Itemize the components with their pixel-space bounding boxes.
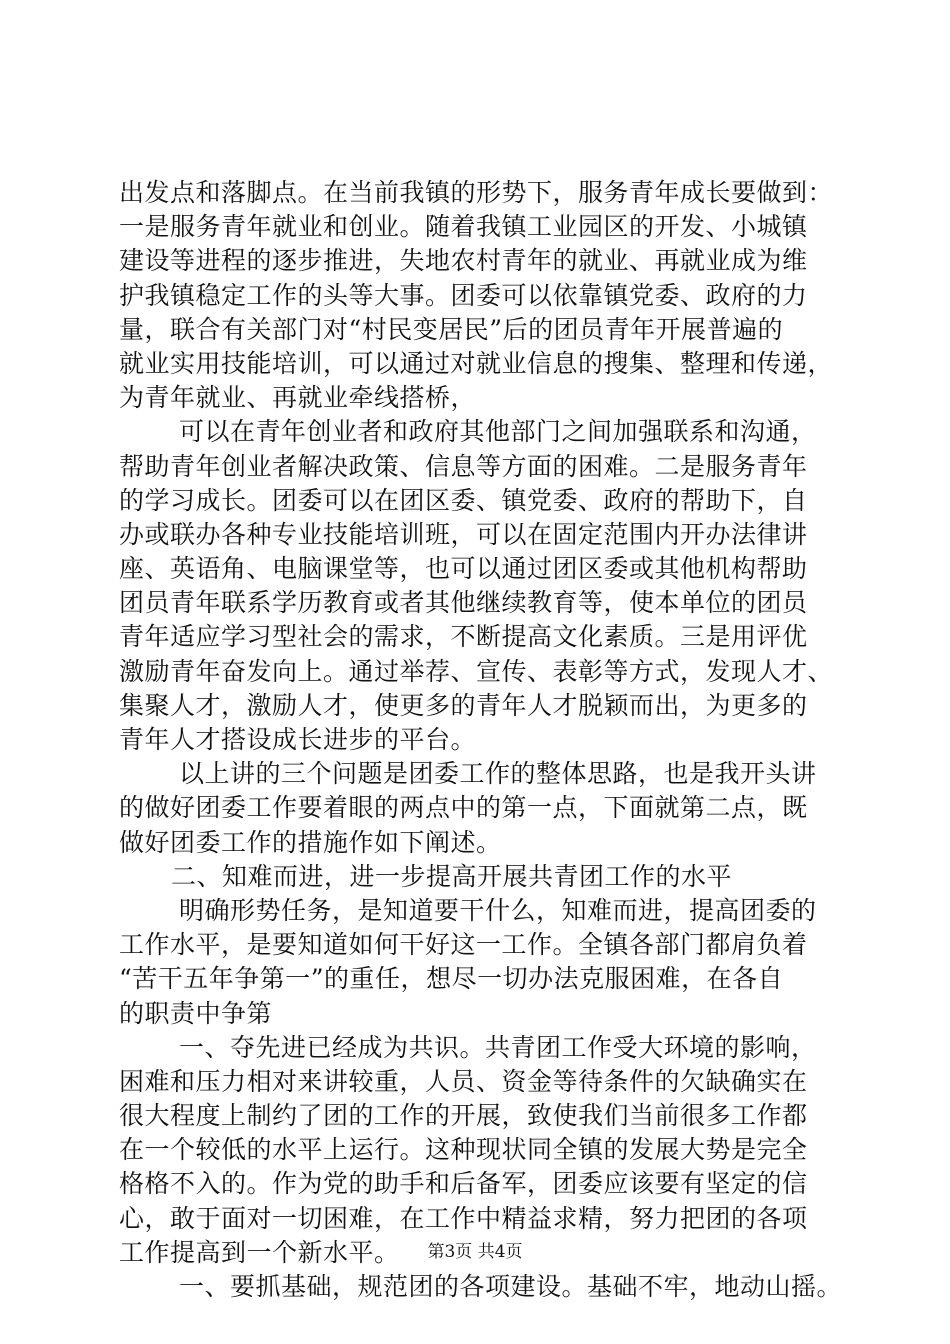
- paragraph-first-line: 一、要抓基础，规范团的各项建设。基础不牢，地动山摇。: [179, 1272, 843, 1301]
- paragraph-first-line: 一、夺先进已经成为共识。共青团工作受大环境的影响，: [179, 1032, 817, 1062]
- text-line: 很大程度上制约了团的工作的开展，致使我们当前很多工作都: [119, 1101, 808, 1131]
- text-line: “苦干五年争第一”的重任，想尽一切办法克服困难，在各自: [119, 964, 784, 994]
- text-line: 做好团委工作的措施作如下阐述。: [119, 827, 502, 857]
- text-line: 护我镇稳定工作的头等大事。团委可以依靠镇党委、政府的力: [119, 280, 808, 310]
- text-line: 帮助青年创业者解决政策、信息等方面的困难。二是服务青年: [119, 451, 808, 481]
- text-line: 出发点和落脚点。在当前我镇的形势下，服务青年成长要做到：: [119, 178, 834, 207]
- text-line: 青年人才搭设成长进步的平台。: [119, 725, 477, 754]
- section-heading: 二、知难而进，进一步提高开展共青团工作的水平: [171, 861, 733, 891]
- paragraph-first-line: 以上讲的三个问题是团委工作的整体思路，也是我开头讲: [179, 759, 817, 789]
- text-line: 青年适应学习型社会的需求，不断提高文化素质。三是用评优: [119, 622, 808, 652]
- text-line: 的学习成长。团委可以在团区委、镇党委、政府的帮助下，自: [119, 485, 808, 515]
- text-line: 团员青年联系学历教育或者其他继续教育等，使本单位的团员: [119, 588, 808, 618]
- text-line: 办或联办各种专业技能培训班，可以在固定范围内开办法律讲: [119, 519, 808, 549]
- paragraph-first-line: 可以在青年创业者和政府其他部门之间加强联系和沟通，: [179, 417, 817, 447]
- text-line: 座、英语角、电脑课堂等，也可以通过团区委或其他机构帮助: [119, 554, 808, 584]
- text-line: 建设等进程的逐步推进，失地农村青年的就业、再就业成为维: [119, 246, 808, 276]
- text-line: 为青年就业、再就业牵线搭桥，: [119, 383, 477, 413]
- text-line: 工作提高到一个新水平。: [119, 1237, 400, 1267]
- text-line: 集聚人才，激励人才，使更多的青年人才脱颖而出，为更多的: [119, 690, 808, 720]
- text-line: 一是服务青年就业和创业。随着我镇工业园区的开发、小城镇: [119, 212, 808, 242]
- text-line: 就业实用技能培训，可以通过对就业信息的搜集、整理和传递，: [119, 348, 834, 378]
- page-footer: [0, 1240, 950, 1264]
- page-number-label: 第3页 共4页: [427, 1242, 523, 1262]
- text-line: 量，联合有关部门对“村民变居民”后的团员青年开展普遍的: [119, 314, 784, 344]
- text-line: 困难和压力相对来讲较重，人员、资金等待条件的欠缺确实在: [119, 1066, 808, 1096]
- text-line: 的做好团委工作要着眼的两点中的第一点，下面就第二点，既: [119, 793, 808, 823]
- text-line: 工作水平，是要知道如何干好这一工作。全镇各部门都肩负着: [119, 930, 808, 960]
- text-line: 的职责中争第: [119, 998, 273, 1028]
- text-line: 格格不入的。作为党的助手和后备军，团委应该要有坚定的信: [119, 1169, 808, 1199]
- paragraph-first-line: 明确形势任务，是知道要干什么，知难而进，提高团委的: [179, 895, 817, 925]
- text-line: 在一个较低的水平上运行。这种现状同全镇的发展大势是完全: [119, 1135, 808, 1165]
- text-line: 心，敢于面对一切困难，在工作中精益求精，努力把团的各项: [119, 1203, 808, 1233]
- document-body: [119, 176, 859, 1304]
- text-line: 激励青年奋发向上。通过举荐、宣传、表彰等方式，发现人才、: [119, 656, 834, 686]
